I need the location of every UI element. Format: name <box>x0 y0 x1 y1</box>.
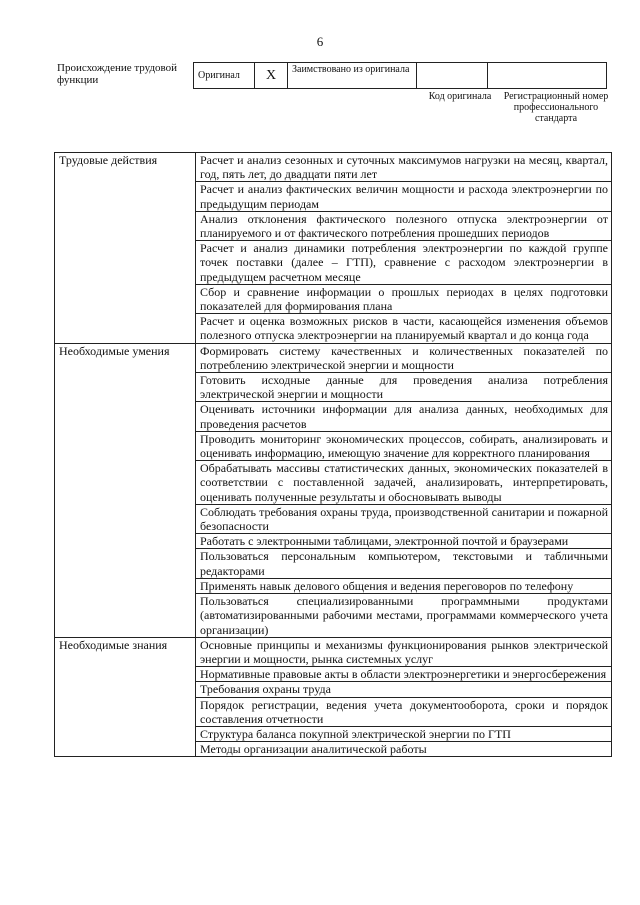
section-item: Структура баланса покупной электрической энергии по ГТП <box>196 726 612 741</box>
original-mark: X <box>255 63 288 89</box>
labor-function-table <box>54 152 612 757</box>
section-item: Сбор и сравнение информации о прошлых периодах в целях подготовки показателей для формирования плана <box>196 284 612 313</box>
section-title: Трудовые действия <box>55 153 196 344</box>
reg-number-cell <box>488 63 607 89</box>
section-item: Готовить исходные данные для проведения анализа потребления электрической энергии и мощности <box>196 373 612 402</box>
section-item: Расчет и анализ сезонных и суточных максимумов нагрузки на месяц, квартал, год, пять лет, до двадцати пяти лет <box>196 153 612 182</box>
section-item: Соблюдать требования охраны труда, производственной санитарии и пожарной безопасности <box>196 504 612 533</box>
section-item: Требования охраны труда <box>196 682 612 697</box>
table-row <box>55 343 612 372</box>
table-row <box>55 637 612 666</box>
section-item: Пользоваться персональным компьютером, текстовыми и табличными редакторами <box>196 549 612 578</box>
section-item: Применять навык делового общения и ведения переговоров по телефону <box>196 578 612 593</box>
section-item: Нормативные правовые акты в области электроэнергетики и энергосбережения <box>196 667 612 682</box>
section-item: Основные принципы и механизмы функционирования рынков электрической энергии и мощности, рынка системных услуг <box>196 637 612 666</box>
reg-caption: Регистрационный номер профессионального стандарта <box>503 91 609 124</box>
section-item: Анализ отклонения фактического полезного отпуска электроэнергии от планируемого и от фактического потребления прошедших периодов <box>196 211 612 240</box>
code-cell <box>417 63 488 89</box>
original-cell: Оригинал <box>194 63 255 89</box>
section-title: Необходимые знания <box>55 637 196 757</box>
section-title: Необходимые умения <box>55 343 196 637</box>
section-item: Оценивать источники информации для анализа данных, необходимых для проведения расчетов <box>196 402 612 431</box>
section-item: Пользоваться специализированными программными продуктами (автоматизированными рабочими местами, программами коммерческого учета организации) <box>196 594 612 638</box>
section-item: Расчет и анализ динамики потребления электроэнергии по каждой группе точек поставки (далее – ГТП), сравнение с расходом электроэнергии в предыдущем расчетном месяце <box>196 241 612 285</box>
section-item: Методы организации аналитической работы <box>196 742 612 757</box>
section-item: Проводить мониторинг экономических процессов, собирать, анализировать и оценивать информацию, имеющую значение для корректного планирования <box>196 431 612 460</box>
section-item: Обрабатывать массивы статистических данных, экономических показателей в соответствии с поставленной задачей, анализировать, интерпретировать, оценивать полученные результаты и обосновывать выводы <box>196 461 612 505</box>
table-row <box>55 153 612 182</box>
section-item: Расчет и оценка возможных рисков в части, касающейся изменения объемов полезного отпуска электроэнергии на планируемый квартал и до конца года <box>196 314 612 343</box>
origin-label: Происхождение трудовой функции <box>57 62 178 86</box>
borrowed-cell: Заимствовано из оригинала <box>288 63 417 89</box>
section-item: Расчет и анализ фактических величин мощности и расхода электроэнергии по предыдущим периодам <box>196 182 612 211</box>
section-item: Формировать систему качественных и количественных показателей по потреблению электрической энергии и мощности <box>196 343 612 372</box>
section-item: Порядок регистрации, ведения учета документооборота, сроки и порядок составления отчетности <box>196 697 612 726</box>
section-item: Работать с электронными таблицами, электронной почтой и браузерами <box>196 534 612 549</box>
page-number: 6 <box>316 34 324 49</box>
origin-table <box>193 62 607 89</box>
code-caption: Код оригинала <box>428 91 492 102</box>
